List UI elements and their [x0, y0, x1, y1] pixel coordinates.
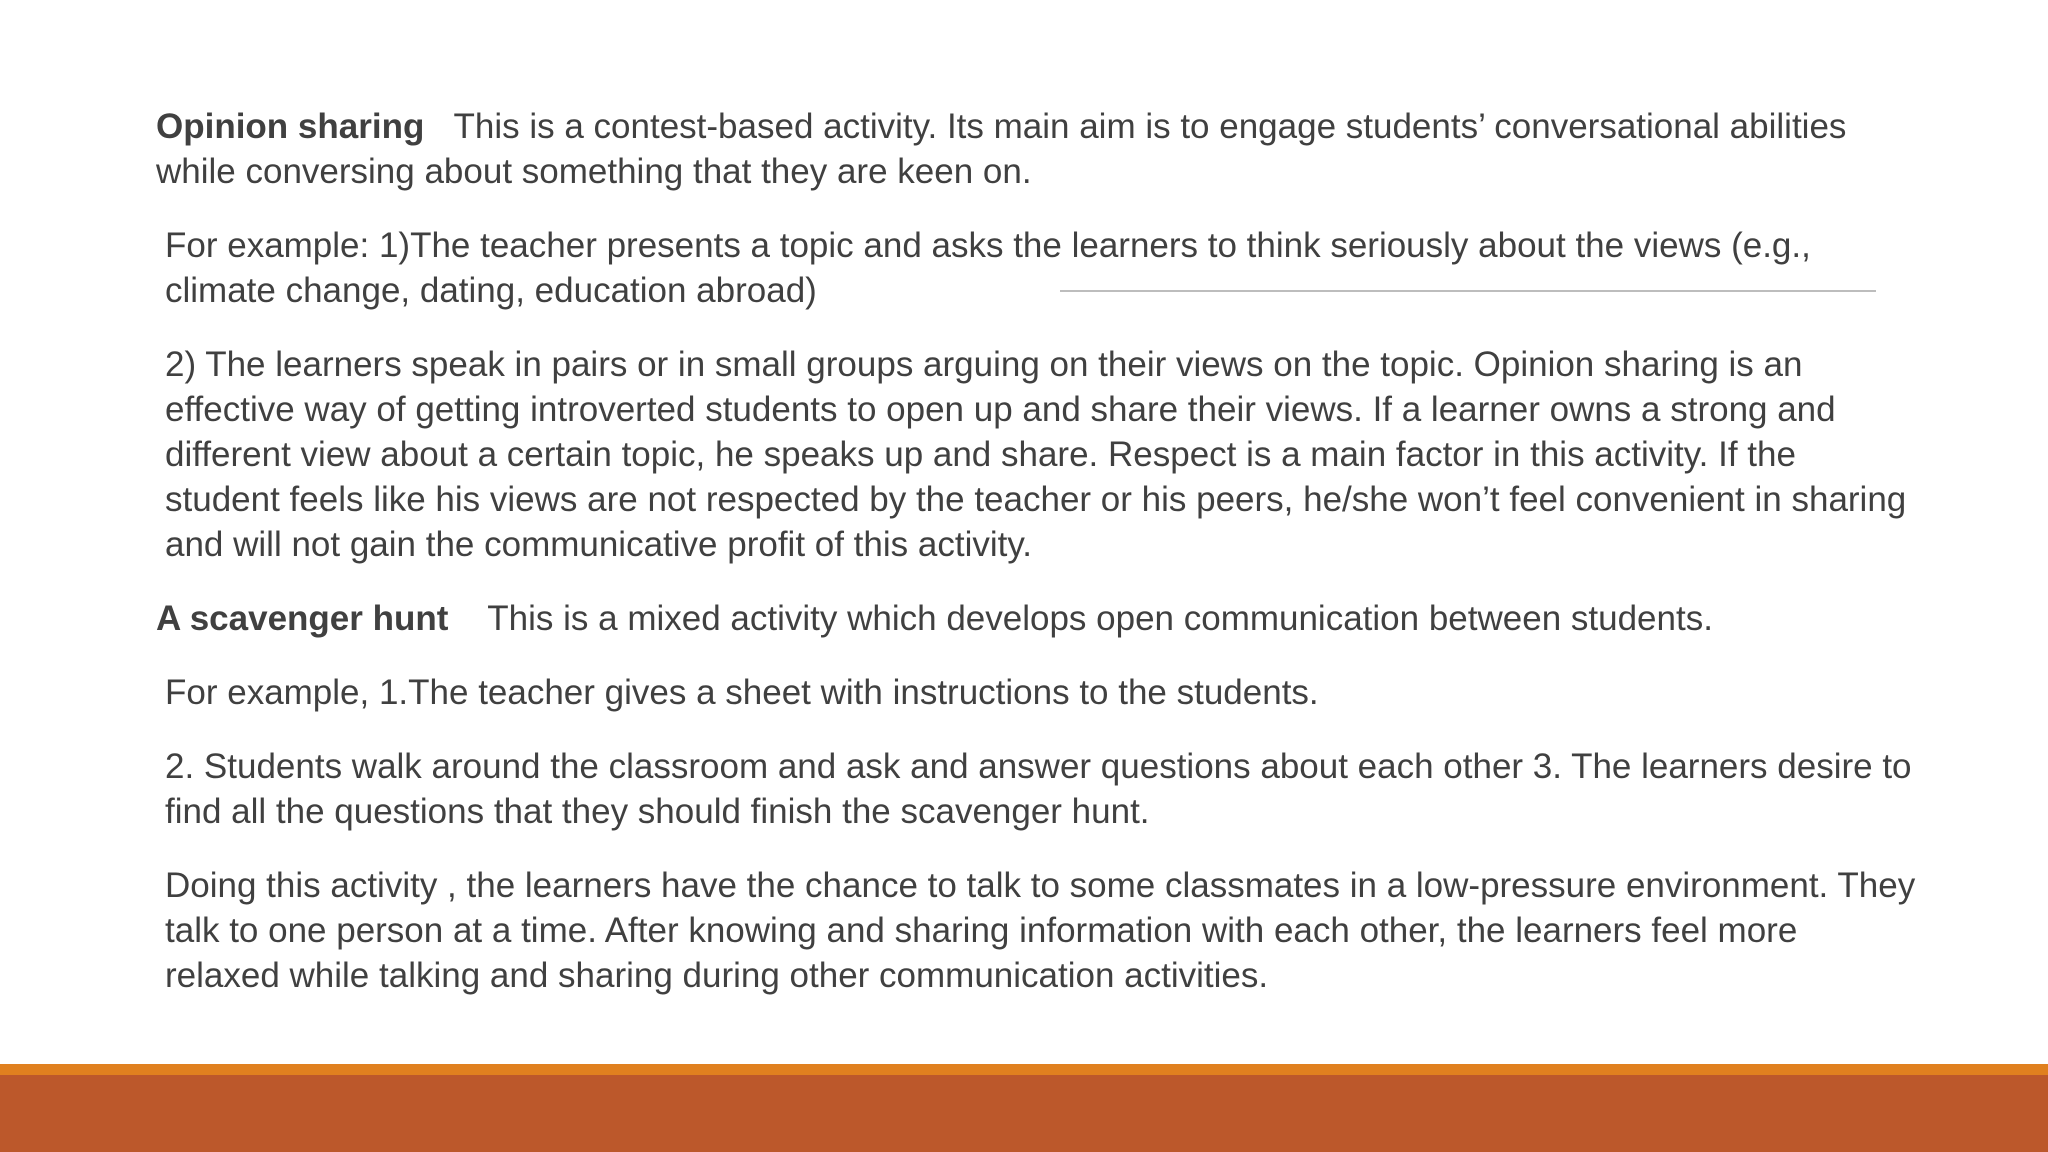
divider-line	[1060, 290, 1876, 292]
paragraph-scavenger-hunt	[156, 596, 1916, 641]
paragraph-opinion-sharing	[156, 104, 1916, 194]
paragraph-scavenger-steps: 2. Students walk around the classroom and ask and answer questions about each other 3. The learners desire to find all the questions that they should finish the scavenger hunt.	[165, 747, 1912, 831]
footer-bar	[0, 1075, 2048, 1152]
paragraph-scavenger-conclusion: Doing this activity , the learners have the chance to talk to some classmates in a low-pressure environment. They talk to one person at a time. After knowing and sharing information with each other, the learners feel more relaxed while talking and sharing during other communication activities.	[165, 866, 1916, 995]
paragraph-opinion-example: For example: 1)The teacher presents a topic and asks the learners to think seriously about the views (e.g., climate change, dating, education abroad)	[165, 226, 1811, 310]
slide-body	[156, 104, 1916, 1027]
paragraph-opinion-steps: 2) The learners speak in pairs or in small groups arguing on their views on the topic. Opinion sharing is an effective way of getting introverted students to open up and share their views. If a learner owns a strong and different view about a certain topic, he speaks up and share. Respect is a main factor in this activity. If the student feels like his views are not respected by the teacher or his peers, he/she won’t feel convenient in sharing and will not gain the communicative profit of this activity.	[165, 345, 1907, 564]
footer-accent-bar	[0, 1064, 2048, 1075]
paragraph-scavenger-example: For example, 1.The teacher gives a sheet with instructions to the students.	[165, 673, 1319, 712]
scavenger-hunt-description: This is a mixed activity which develops open communication between students.	[487, 599, 1713, 638]
opinion-sharing-description: This is a contest-based activity. Its main aim is to engage students’ conversational abilities while conversing about something that they are keen on.	[156, 107, 1847, 191]
heading-opinion-sharing: Opinion sharing	[156, 107, 425, 146]
heading-scavenger-hunt: A scavenger hunt	[156, 599, 449, 638]
